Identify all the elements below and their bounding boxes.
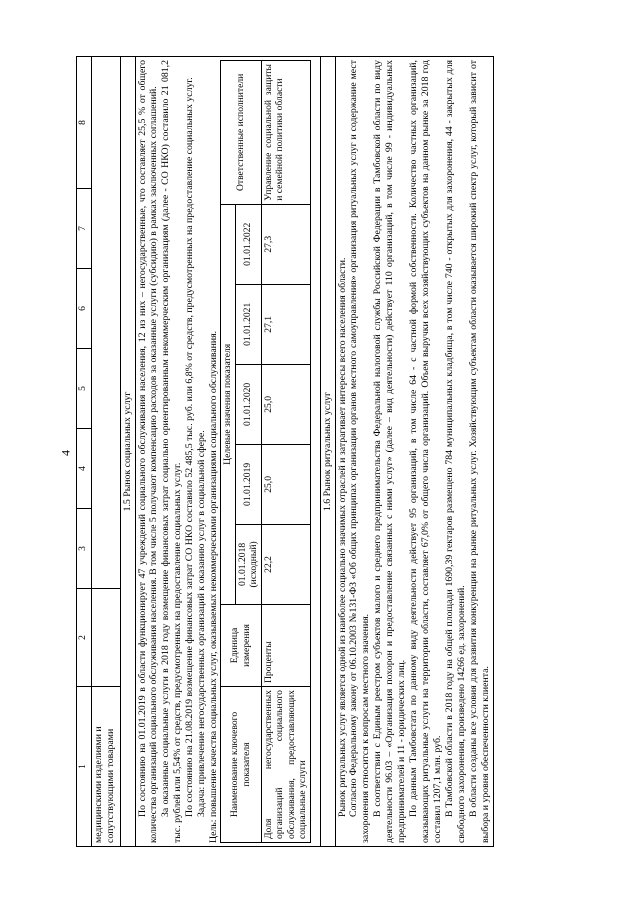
paragraph: Согласно Федеральному закону от 06.10.2003 №131-ФЗ «Об общих принципах организации органов местного самоуправления» организация ритуальных услуг и содержание мест захоронения относится к вопросам местного значения. (348, 60, 372, 843)
indicator-value: 25,0 (261, 364, 310, 444)
col-number: 3 (77, 509, 92, 589)
column-number-row (77, 57, 92, 847)
section-15-title: 1.5 Рынок социальных услуг (120, 57, 135, 847)
col-number: 6 (77, 269, 92, 349)
paragraph: В соответствии с Единым реестром субъектов малого и среднего предпринимательства Федеральной налоговой службы Российской Федерации в Тамбовской области по виду деятельности 96.03 – «Организация похорон и предоставление связанных с ними услуг» (далее – вид деятельности) действует 110 организаций, в том числе 99 - индивидуальных предпринимателей и 11 - юридических лиц. (372, 60, 408, 843)
section-16-title-row (320, 57, 335, 847)
indicator-name: Доля негосударственных организаций социального обслуживания, предоставляющих социальные услуги (261, 687, 310, 843)
col-number: 4 (77, 429, 92, 509)
page-number: 4 (58, 450, 73, 456)
section-16-body (335, 57, 493, 847)
paragraph: В области созданы все условия для развития конкуренции на рынке ритуальных услуг. Хозяйствующим субъектам области оказывается широкий спектр услуг, который зависит от выбора и уровня обеспеченности клиента. (467, 60, 491, 843)
top-cell-text: медицинскими изделиями и сопутствующими товарами (91, 687, 120, 847)
col-number: 1 (77, 687, 92, 847)
indicator-value: 22,2 (261, 524, 310, 604)
section-15-body (135, 57, 320, 847)
indicator-table (220, 60, 311, 843)
header-targets: Целевые значения показателя (221, 204, 236, 604)
header-responsible: Ответственные исполнители (221, 61, 262, 205)
indicator-responsible: Управление социальной защиты и семейной политики области (261, 61, 310, 205)
top-continuation-row (91, 57, 120, 847)
col-number: 8 (77, 57, 92, 189)
header-date: 01.01.2018 (исходный) (235, 524, 261, 604)
paragraph: По данным Тамбовстата по данному виду деятельности действует 95 организаций, в том числе 64 - с частной формой собственности. Количество частных организаций, оказывающих ритуальные услуги на территории области, составляет 67,0% от общего числа организаций. Объем выручки всех хозяйствующих субъектов на данном рынке за 2018 год составил 1207,1 млн. руб. (408, 60, 444, 843)
paragraph: По состоянию на 21.08.2019 возмещение финансовых затрат СО НКО составило 52 485,5 тыс. руб. или 6,8% от средств, предусмотренных на предоставление социальных услуг. (184, 77, 196, 817)
header-date: 01.01.2019 (235, 444, 261, 524)
main-table (76, 56, 494, 847)
header-unit: Единица измерения (221, 604, 262, 686)
paragraph: По состоянию на 01.01.2019 в области функционирует 47 учреждений социального обслуживания населения, 12 из них – негосударственные, что составляет 25,5 % от общего количества организаций социального обслуживания населения. В том числе 5 получают компенсацию расходов за оказанные услуги (субсидию) в рамках заключенных соглашений. (136, 60, 160, 843)
header-indicator-name: Наименование ключевого показателя (221, 687, 262, 843)
indicator-unit: Проценты (261, 604, 310, 686)
header-date: 01.01.2021 (235, 284, 261, 364)
paragraph: В Тамбовской области в 2018 году на общей площади 1690,39 гектаров размещено 784 муниципальных кладбища, в том числе 740 - открытых для захоронения, 44 - закрытых для свободного захоронения, произведено 14266 ед. захоронений. (443, 60, 467, 843)
indicator-value: 25,0 (261, 444, 310, 524)
indicator-row (261, 61, 310, 843)
section-16-title: 1.6 Рынок ритуальных услуг (320, 57, 335, 847)
section-16-body-row (335, 57, 493, 847)
indicator-value: 27,3 (261, 204, 310, 284)
header-date: 01.01.2020 (235, 364, 261, 444)
header-date: 01.01.2022 (235, 204, 261, 284)
col-number: 7 (77, 189, 92, 269)
indicator-value: 27,1 (261, 284, 310, 364)
paragraph: За оказанные социальные услуги в 2018 году возмещение финансовых затрат социально ориентированным некоммерческим организациям (далее - СО НКО) составило 21 081,2 тыс. рублей или 5,54% от средств, предусмотренных на предоставление социальных услуг. (160, 60, 184, 843)
col-number: 5 (77, 349, 92, 429)
section-15-title-row (120, 57, 135, 847)
rotated-page-content (76, 57, 614, 847)
col-number: 2 (77, 589, 92, 687)
section-15-body-row (135, 57, 320, 847)
task-text: Задача: привлечение негосударственных организаций к оказанию услуг в социальной сфере. (196, 430, 208, 817)
goal-text: Цель: повышение качества социальных услуг, оказываемых некоммерческими организациями социального обслуживания. (208, 330, 220, 843)
paragraph: Рынок ритуальных услуг является одной из наиболее социально значимых отраслей и затрагивает интересы всего населения области. (336, 257, 348, 817)
